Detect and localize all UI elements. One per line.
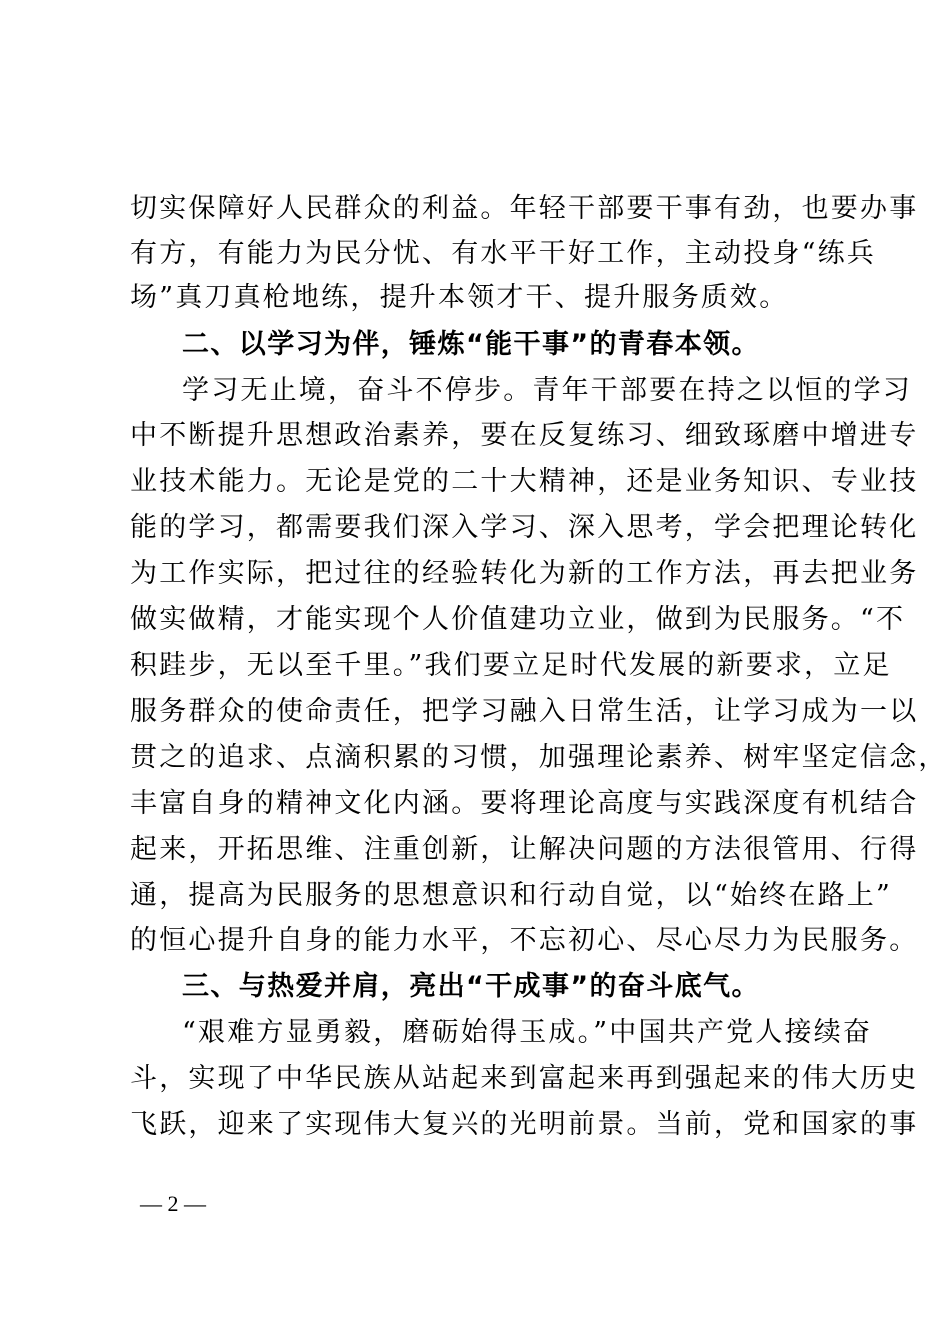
body-line: 服务群众的使命责任，把学习融入日常生活，让学习成为一以 [130,696,919,727]
body-line: 丰富自身的精神文化内涵。要将理论高度与实践深度有机结合 [130,788,919,819]
body-line: 中不断提升思想政治素养，要在反复练习、细致琢磨中增进专 [130,420,919,451]
page-number: — 2 — [140,1191,206,1216]
body-line: “艰难方显勇毅，磨砺始得玉成。”中国共产党人接续奋 [182,1017,873,1048]
body-line: 通，提高为民服务的思想意识和行动自觉，以“始终在路上” [130,880,893,911]
body-line: 的恒心提升自身的能力水平，不忘初心、尽心尽力为民服务。 [130,925,919,956]
body-line: 为工作实际，把过往的经验转化为新的工作方法，再去把业务 [130,558,919,589]
body-line: 贯之的追求、点滴积累的习惯，加强理论素养、树牢坚定信念， [130,742,948,773]
body-line: 业技术能力。无论是党的二十大精神，还是业务知识、专业技 [130,466,919,497]
body-line: 场”真刀真枪地练，提升本领才干、提升服务质效。 [130,282,789,313]
body-line: 学习无止境，奋斗不停步。青年干部要在持之以恒的学习 [182,375,912,406]
body-line: 有方，有能力为民分忧、有水平干好工作，主动投身“练兵 [130,238,877,269]
body-line: 做实做精，才能实现个人价值建功立业，做到为民服务。“不 [130,604,906,635]
body-line: 起来，开拓思维、注重创新，让解决问题的方法很管用、行得 [130,834,919,865]
body-line: 切实保障好人民群众的利益。年轻干部要干事有劲，也要办事 [130,193,919,224]
section-heading-2: 二、以学习为伴，锤炼“能干事”的青春本领。 [182,329,760,360]
section-heading-3: 三、与热爱并肩，亮出“干成事”的奋斗底气。 [182,971,760,1002]
body-line: 飞跃，迎来了实现伟大复兴的光明前景。当前，党和国家的事 [130,1109,919,1140]
body-line: 能的学习，都需要我们深入学习、深入思考，学会把理论转化 [130,512,919,543]
body-line: 斗，实现了中华民族从站起来到富起来再到强起来的伟大历史 [130,1063,919,1094]
body-line: 积跬步，无以至千里。”我们要立足时代发展的新要求，立足 [130,650,892,681]
